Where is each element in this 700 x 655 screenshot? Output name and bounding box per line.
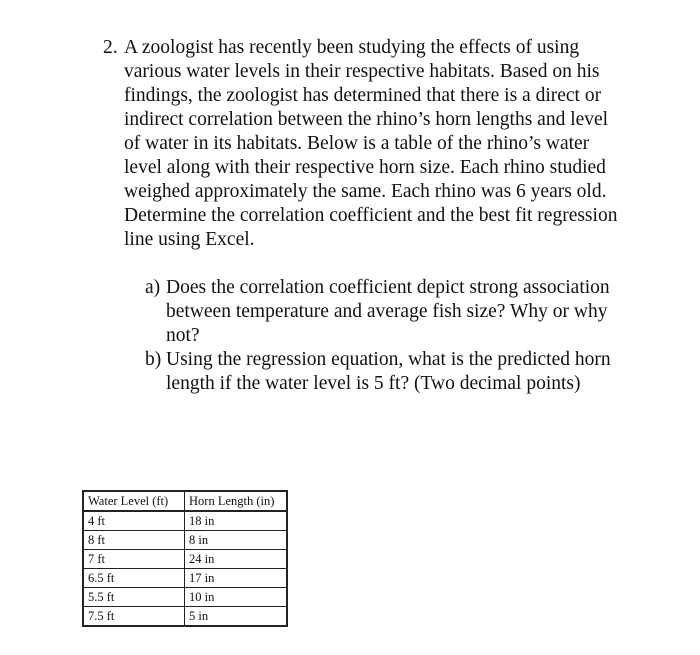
part-a-label: a) [145,277,161,298]
question-block [103,36,623,252]
header-water-level: Water Level (ft) [83,491,185,511]
cell-horn-length: 10 in [185,588,288,607]
header-horn-length: Horn Length (in) [185,491,288,511]
table-row [83,511,287,531]
cell-water-level: 7 ft [83,550,185,569]
part-a-text: Does the correlation coefficient depict strong association between temperature and average fish size? Why or why not? [166,277,610,346]
cell-horn-length: 5 in [185,607,288,627]
cell-water-level: 7.5 ft [83,607,185,627]
part-a [145,276,615,348]
cell-water-level: 8 ft [83,531,185,550]
cell-horn-length: 24 in [185,550,288,569]
table-row [83,607,287,627]
table-row [83,531,287,550]
part-b [145,348,615,396]
question-text: A zoologist has recently been studying the effects of using various water levels in their respective habitats. Based on his findings, the zoologist has determined that there is a direct or indirect correlation between the rhino’s horn lengths and level of water in its habitats. Below is a table of the rhino’s water level along with their respective horn size. Each rhino studied weighed approximately the same. Each rhino was 6 years old. Determine the correlation coefficient and the best fit regression line using Excel. [124,37,618,250]
part-b-label: b) [145,349,162,370]
question-number: 2. [103,37,118,58]
question-parts [145,276,615,396]
cell-water-level: 4 ft [83,511,185,531]
cell-water-level: 5.5 ft [83,588,185,607]
table-row [83,550,287,569]
data-table [82,490,288,627]
table-header-row [83,491,287,511]
cell-horn-length: 8 in [185,531,288,550]
cell-horn-length: 17 in [185,569,288,588]
cell-horn-length: 18 in [185,511,288,531]
table-row [83,569,287,588]
cell-water-level: 6.5 ft [83,569,185,588]
part-b-text: Using the regression equation, what is the predicted horn length if the water level is 5 ft? (Two decimal points) [166,349,611,394]
table-row [83,588,287,607]
